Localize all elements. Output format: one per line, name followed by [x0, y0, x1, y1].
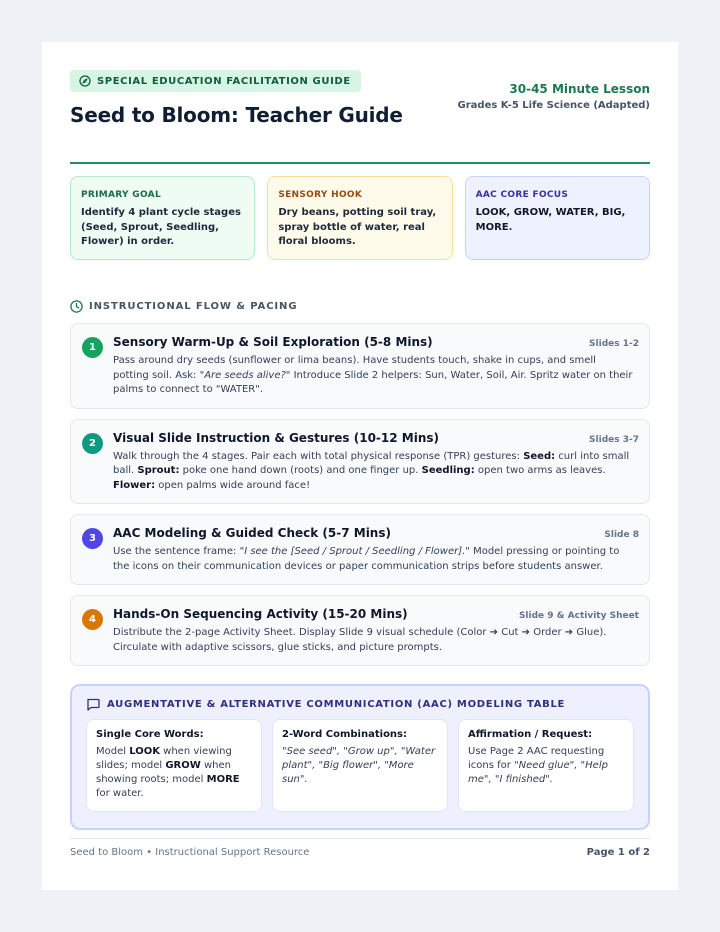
step-body: Distribute the 2-page Activity Sheet. Display Slide 9 visual schedule (Color ➔ Cut ➔ Order ➔ Glue). Circulate with adaptive scissors, glue sticks, and picture prompts.: [113, 627, 607, 653]
aac-core-focus-card: [465, 176, 650, 260]
aac-column-text: Use Page 2 AAC requesting icons for "Need glue", "Help me", "I finished".: [468, 746, 608, 785]
aac-column-single-words: [86, 719, 262, 812]
aac-column-title: 2-Word Combinations:: [282, 729, 408, 740]
aac-heading-label: AUGMENTATIVE & ALTERNATIVE COMMUNICATION (AAC) MODELING TABLE: [107, 699, 566, 710]
step-number-badge: 1: [82, 337, 103, 358]
lesson-duration: 30-45 Minute Lesson: [509, 82, 650, 96]
aac-column-title: Affirmation / Request:: [468, 729, 593, 740]
card-label: SENSORY HOOK: [278, 190, 363, 200]
header-meta: [458, 70, 650, 111]
aac-column-title: Single Core Words:: [96, 729, 204, 740]
aac-column-text: Model LOOK when viewing slides; model GROW when showing roots; model MORE for water.: [96, 746, 240, 799]
card-text: Dry beans, potting soil tray, spray bottle of water, real floral blooms.: [278, 207, 437, 247]
card-text: Identify 4 plant cycle stages (Seed, Sprout, Seedling, Flower) in order.: [81, 207, 241, 247]
section-heading-flow: [70, 300, 650, 313]
grade-level: Grades K-5 Life Science (Adapted): [457, 100, 650, 111]
step-title: Visual Slide Instruction & Gestures (10-12 Mins): [113, 430, 440, 445]
card-text: LOOK, GROW, WATER, BIG, MORE.: [475, 207, 626, 233]
step-card: [70, 595, 650, 666]
step-number-badge: 2: [82, 433, 103, 454]
footer-resource-label: Seed to Bloom • Instructional Support Resource: [70, 847, 310, 858]
aac-column-two-word: [272, 719, 448, 812]
step-card: [70, 419, 650, 505]
step-card: [70, 323, 650, 409]
clock-icon: [70, 300, 83, 313]
badge-label: SPECIAL EDUCATION FACILITATION GUIDE: [97, 75, 351, 87]
step-title: Hands-On Sequencing Activity (15-20 Mins): [113, 607, 408, 621]
sensory-hook-card: [267, 176, 452, 260]
aac-columns: [86, 719, 634, 812]
step-title: Sensory Warm-Up & Soil Exploration (5-8 Mins): [113, 335, 433, 349]
guide-badge: [70, 70, 361, 92]
step-number-badge: 3: [82, 528, 103, 549]
step-number-badge: 4: [82, 609, 103, 630]
card-label: AAC CORE FOCUS: [475, 190, 569, 200]
chat-bubble-icon: [86, 698, 100, 711]
page-footer: [70, 838, 650, 858]
step-slides: Slide 9 & Activity Sheet: [518, 611, 639, 621]
page-number: Page 1 of 2: [586, 847, 650, 858]
primary-goal-card: [70, 176, 255, 260]
section-heading-label: INSTRUCTIONAL FLOW & PACING: [89, 301, 298, 312]
step-card: [70, 514, 650, 585]
aac-modeling-table: [70, 684, 650, 830]
aac-column-text: "See seed", "Grow up", "Water plant", "Big flower", "More sun".: [282, 746, 436, 785]
step-slides: Slides 3-7: [589, 434, 639, 445]
header-left: [70, 70, 403, 127]
page-title: Seed to Bloom: Teacher Guide: [70, 103, 403, 127]
step-body: Use the sentence frame: "I see the [Seed / Sprout / Seedling / Flower]." Model pressing or pointing to the icons on their communication devices or paper communication strips before students answer.: [113, 546, 620, 572]
step-title: AAC Modeling & Guided Check (5-7 Mins): [113, 526, 391, 540]
step-body: Walk through the 4 stages. Pair each with total physical response (TPR) gestures: Seed: curl into small ball. Sprout: poke one hand down (roots) and one finger up. Seedling: open two arms as leaves. Flower: open palms wide around face!: [113, 450, 630, 491]
core-words: LOOK, GROW, WATER, BIG, MORE: [475, 207, 626, 233]
summary-cards: [70, 176, 650, 260]
card-label: PRIMARY GOAL: [81, 190, 161, 200]
step-slides: Slide 8: [604, 530, 639, 540]
page-header: [70, 70, 650, 164]
teacher-guide-page: [42, 42, 678, 890]
compass-icon: [79, 75, 91, 87]
instruction-steps: [70, 323, 650, 666]
aac-column-affirmation: [458, 719, 634, 812]
step-body: Pass around dry seeds (sunflower or lima beans). Have students touch, shake in cups, and smell potting soil. Ask: "Are seeds alive?" Introduce Slide 2 helpers: Sun, Water, Soil, Air. Spritz water on their palms to connect to "WATER".: [113, 355, 633, 395]
aac-heading: [86, 698, 634, 711]
step-slides: Slides 1-2: [589, 339, 639, 349]
